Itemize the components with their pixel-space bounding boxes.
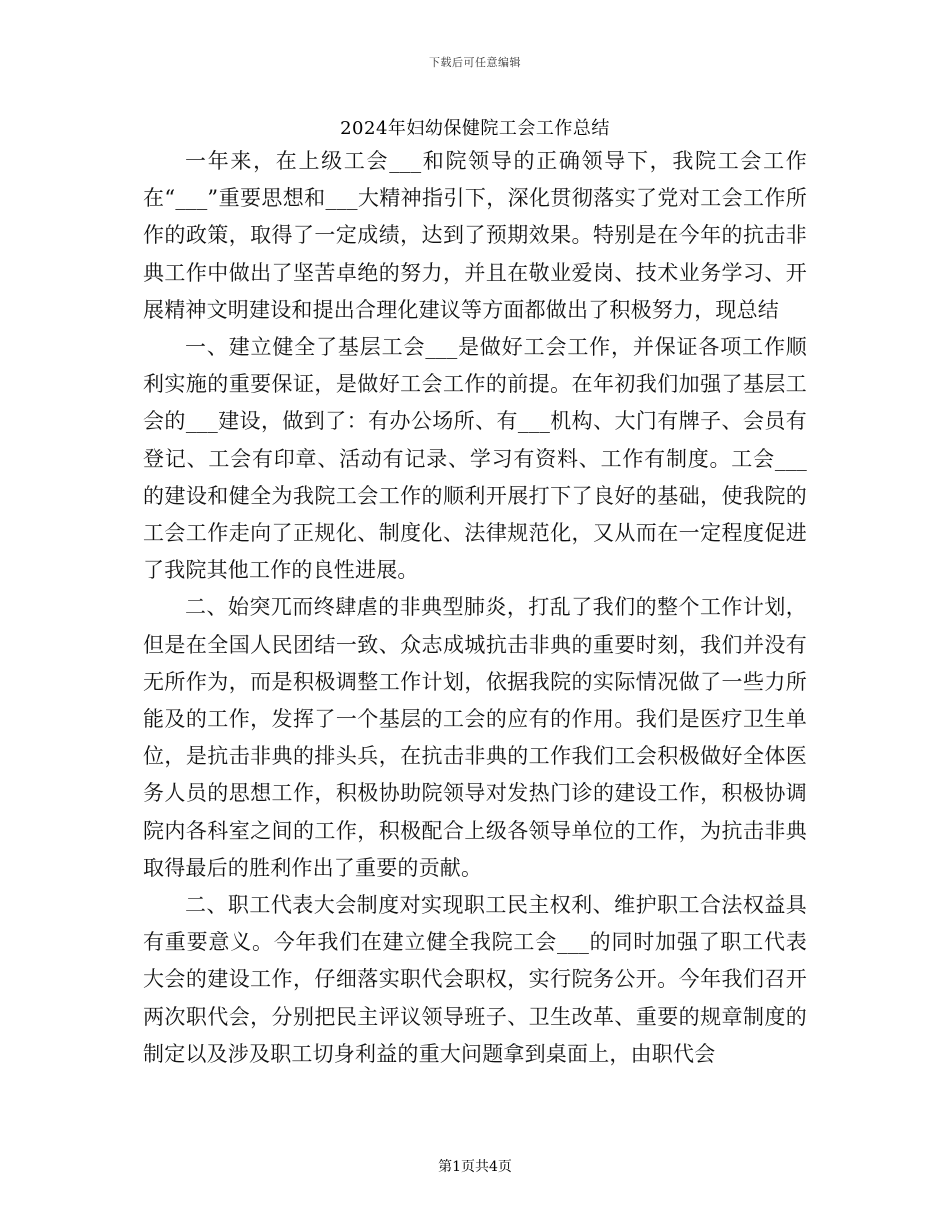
paragraph-section-2: 二、始突兀而终肆虐的非典型肺炎，打乱了我们的整个工作计划，但是在全国人民团结一致、众志成城抗击非典的重要时刻，我们并没有无所作为，而是积极调整工作计划，依据我院的实际情况做了一些力所能及的工作，发挥了一个基层的工会的应有的作用。我们是医疗卫生单位，是抗击非典的排头兵，在抗击非典的工作我们工会积极做好全体医务人员的思想工作，积极协助院领导对发热门诊的建设工作，积极协调院内各科室之间的工作，积极配合上级各领导单位的工作，为抗击非典取得最后的胜利作出了重要的贡献。 (143, 595, 807, 880)
paragraph-intro: 一年来，在上级工会___和院领导的正确领导下，我院工会工作在“___”重要思想和___大精神指引下，深化贯彻落实了党对工会工作所作的政策，取得了一定成绩，达到了预期效果。特别是在今年的抗击非典工作中做出了坚苦卓绝的努力，并且在敬业爱岗、技术业务学习、开展精神文明建设和提出合理化建议等方面都做出了积极努力，现总结 (143, 149, 807, 322)
paragraph-section-1: 一、建立健全了基层工会___是做好工会工作，并保证各项工作顺利实施的重要保证，是做好工会工作的前提。在年初我们加强了基层工会的___建设，做到了：有办公场所、有___机构、大门有牌子、会员有登记、工会有印章、活动有记录、学习有资料、工作有制度。工会___的建设和健全为我院工会工作的顺利开展打下了良好的基础，使我院的工会工作走向了正规化、制度化、法律规范化，又从而在一定程度促进了我院其他工作的良性进展。 (143, 335, 807, 583)
page-header-note: 下载后可任意编辑 (429, 56, 521, 69)
paragraph-section-3: 二、职工代表大会制度对实现职工民主权利、维护职工合法权益具有重要意义。今年我们在建立健全我院工会___的同时加强了职工代表大会的建设工作，仔细落实职代会职权，实行院务公开。今年我们召开两次职代会，分别把民主评议领导班子、卫生改革、重要的规章制度的制定以及涉及职工切身利益的重大问题拿到桌面上，由职代会 (143, 893, 807, 1066)
document-title: 2024年妇幼保健院工会工作总结 (340, 118, 610, 139)
document-body (143, 143, 807, 1073)
page-number: 第1页共4页 (438, 1159, 512, 1175)
